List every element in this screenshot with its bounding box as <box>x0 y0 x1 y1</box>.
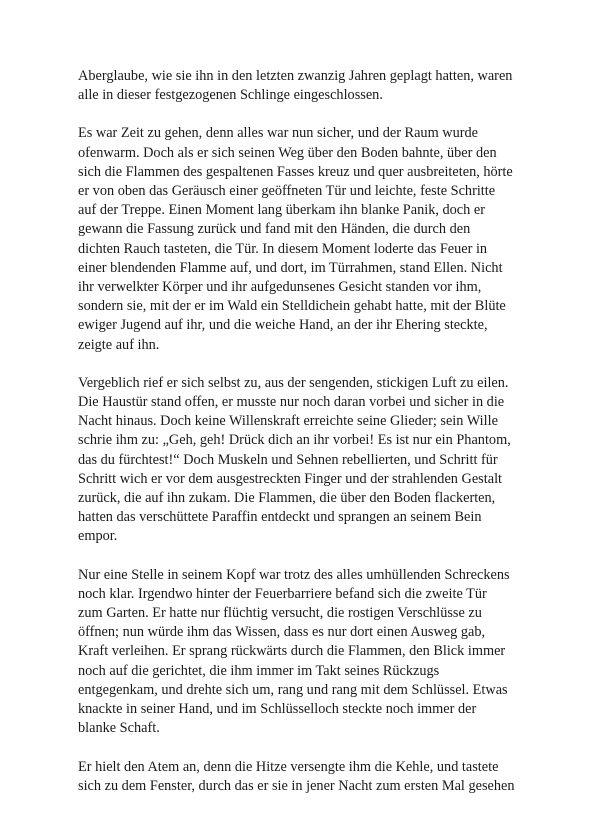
text-line: noch klar. Irgendwo hinter der Feuerbarriere befand sich die zweite Tür <box>78 585 487 602</box>
text-line: dichten Rauch tasteten, die Tür. In diesem Moment loderte das Feuer in <box>78 240 488 257</box>
text-line: entgegenkam, und drehte sich um, rang und rang mit dem Schlüssel. Etwas <box>78 681 508 698</box>
body-text <box>78 67 538 815</box>
text-line: schrie ihm zu: „Geh, geh! Drück dich an ihr vorbei! Es ist nur ein Phantom, <box>78 432 511 449</box>
text-line: zum Garten. Er hatte nur flüchtig versucht, die rostigen Verschlüsse zu <box>78 605 482 622</box>
text-line: das du fürchtest!“ Doch Muskeln und Sehnen rebellierten, und Schritt für <box>78 451 498 468</box>
text-line: gewann die Fassung zurück und fand mit den Händen, die durch den <box>78 221 471 238</box>
paragraph-1 <box>78 67 538 105</box>
text-line: er von oben das Geräusch einer geöffneten Tür und leichte, feste Schritte <box>78 183 496 200</box>
text-line: Nur eine Stelle in seinem Kopf war trotz des alles umhüllenden Schreckens <box>78 566 510 583</box>
text-line: sich zu dem Fenster, durch das er sie in jener Nacht zum ersten Mal gesehen <box>78 777 515 794</box>
paragraph-5 <box>78 758 538 796</box>
text-line: blanke Schaft. <box>78 720 160 737</box>
text-line: ewiger Jugend auf ihr, und die weiche Hand, an der ihr Ehering steckte, <box>78 317 488 334</box>
text-line: Vergeblich rief er sich selbst zu, aus der sengenden, stickigen Luft zu eilen. <box>78 374 509 391</box>
text-line: ihr verwelkter Körper und ihr aufgedunsenes Gesicht standen vor ihm, <box>78 279 482 296</box>
text-line: zurück, die auf ihn zukam. Die Flammen, die über den Boden flackerten, <box>78 490 496 507</box>
text-line: empor. <box>78 528 118 545</box>
paragraph-4 <box>78 566 538 739</box>
text-line: sondern sie, mit der er im Wald ein Stelldichein gehabt hatte, mit der Blüte <box>78 298 506 315</box>
text-line: noch auf die gerichtet, die ihm immer im Takt seines Rückzugs <box>78 662 440 679</box>
paragraph-3 <box>78 374 538 547</box>
text-line: Kraft verleihen. Er sprang rückwärts durch die Flammen, den Blick immer <box>78 643 506 660</box>
text-line: Nacht hinaus. Doch keine Willenskraft erreichte seine Glieder; sein Wille <box>78 413 498 430</box>
text-line: Schritt wich er vor dem ausgestreckten Finger und der strahlenden Gestalt <box>78 470 503 487</box>
text-line: einer blendenden Flamme auf, und dort, im Türrahmen, stand Ellen. Nicht <box>78 259 503 276</box>
text-line: hatten das verschüttete Paraffin entdeckt und sprangen an seinem Bein <box>78 509 482 526</box>
text-line: zeigte auf ihn. <box>78 336 160 353</box>
text-line: Aberglaube, wie sie ihn in den letzten zwanzig Jahren geplagt hatten, waren <box>78 68 513 84</box>
text-line: Er hielt den Atem an, denn die Hitze versengte ihm die Kehle, und tastete <box>78 758 499 775</box>
text-line: alle in dieser festgezogenen Schlinge eingeschlossen. <box>78 87 383 104</box>
paragraph-2 <box>78 124 538 354</box>
text-line: öffnen; nun würde ihm das Wissen, dass es nur dort einen Ausweg gab, <box>78 624 486 641</box>
text-line: Es war Zeit zu gehen, denn alles war nun sicher, und der Raum wurde <box>78 125 479 142</box>
text-line: Die Haustür stand offen, er musste nur noch daran vorbei und sicher in die <box>78 394 505 411</box>
text-line: ofenwarm. Doch als er sich seinen Weg über den Boden bahnte, über den <box>78 144 497 161</box>
text-line: knackte in seiner Hand, und im Schlüsselloch steckte noch immer der <box>78 701 477 718</box>
text-line: auf der Treppe. Einen Moment lang überkam ihn blanke Panik, doch er <box>78 202 485 219</box>
text-line: sich die Flammen des gespaltenen Fasses kreuz und quer ausbreiteten, hörte <box>78 163 513 180</box>
